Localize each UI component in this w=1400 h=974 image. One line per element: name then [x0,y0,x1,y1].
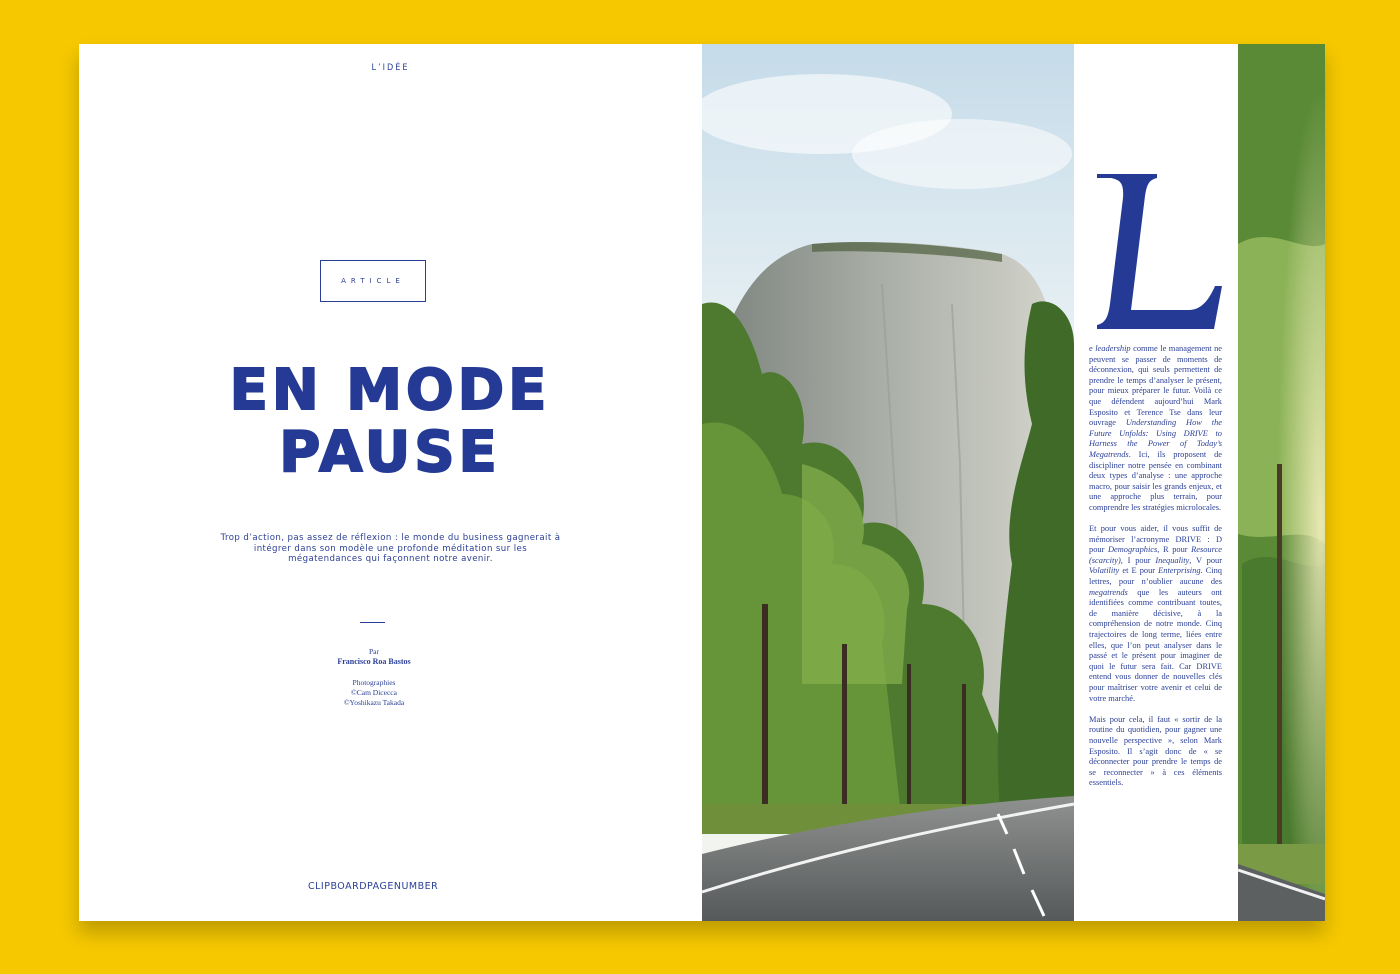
right-page [702,44,1325,921]
byline-par: Par [369,647,379,656]
magazine-spread [79,44,1325,921]
title-line-2: PAUSE [279,420,501,485]
section-label: L’IDÉE [371,63,410,73]
article-lede: Trop d’action, pas assez de réflexion : le monde du business gagnerait à intégrer dans son modèle une profonde méditation sur les mégatendances qui façonnent notre avenir. [220,533,561,564]
body-paragraph-1: e leadership comme le management ne peuvent se passer de moments de déconnexion, qui seuls permettent de prendre le temps d’analyser le présent, pour mieux préparer le futur. Voilà ce que défendent aujourd’hui Mark Esposito et Terence Tse dans leur ouvrage Understanding How the Future Unfolds: Using DRIVE to Harness the Power of Today’s Megatrends. Ici, ils proposent de discipliner notre pensée en combinant deux types d’analyse : une approche macro, pour saisir les grands enjeux, et une approche plus terrain, pour comprendre les stratégies microlocales. [1089,344,1223,512]
body-paragraph-2: Et pour vous aider, il vous suffit de mémoriser l’acronyme DRIVE : D pour Demographics, R pour Resource (scarcity), I pour Inequality, V pour Volatility et E pour Enterprising. Cinq lettres, pour n’oublier aucune des megatrends que les auteurs ont identifiées comme contribuant toutes, de manière décisive, à la compréhension de notre monde. Cinq trajectoires de long terme, liées entre elles, que l’on peut analyser dans le passé et le présent pour imaginer de quoi le futur sera fait. Car DRIVE entend vous donner de nouvelles clés pour maîtriser votre avenir et celui de votre marché. [1089,524,1223,703]
photo-credit-1: ©Cam Dicecca [351,687,397,697]
photo-credit-label: Photographies [352,677,396,687]
body-paragraph-3: Mais pour cela, il faut « sortir de la routine du quotidien, pour gagner une nouvelle perspective », selon Mark Esposito. Il s’agit donc de « se déconnecter pour prendre le temps de se reconnecter » à ces éléments essentiels. [1089,714,1222,788]
left-page [79,44,702,921]
page-number: CLIPBOARDPAGENUMBER [308,881,439,892]
photo-credit-2: ©Yoshikazu Takada [343,698,405,708]
author-name: Francisco Roa Bastos [337,657,411,667]
title-line-1: EN MODE [229,358,551,423]
drop-cap-letter [1097,174,1222,329]
byline [79,647,669,708]
divider-rule [360,622,385,623]
article-body [1089,344,1222,800]
article-tag: ARTICLE [320,260,426,302]
article-title [95,360,685,484]
